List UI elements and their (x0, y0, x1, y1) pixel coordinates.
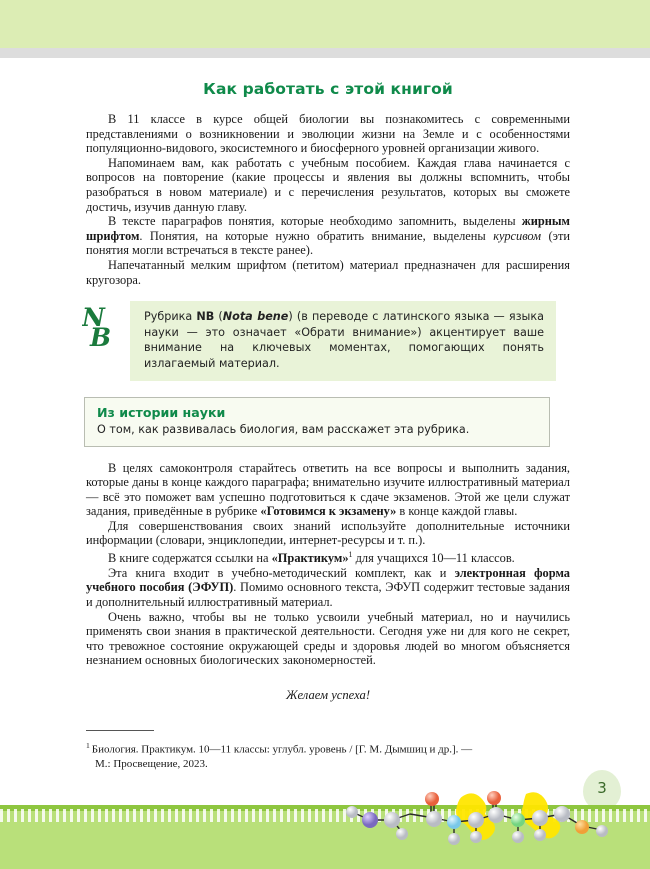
typography-text-b: . Понятия, на которые нужно обратить внимание, выделены (139, 228, 494, 243)
efup-text-a: Эта книга входит в учебно-методический комплект, как и (108, 565, 455, 580)
paragraph-petit (86, 258, 570, 287)
top-decorative-band (0, 0, 650, 48)
typography-text-c: (эти понятия могли встречаться в тексте ранее). (86, 228, 570, 258)
nb-text-a: Рубрика (144, 310, 197, 324)
page-content (82, 80, 570, 716)
closing-wish: Желаем успеха! (285, 687, 371, 702)
paragraph-sources (86, 519, 570, 548)
paragraph-sources-text: Для совершенствования своих знаний используйте дополнительные источники информации (словари, энциклопедии, интернет-ресурсы и т. п.). (86, 518, 570, 548)
paragraph-intro (86, 112, 570, 156)
paragraph-importance-text: Очень важно, чтобы вы не только усвоили учебный материал, но и научились применять свои знания в практической деятельности. Сегодня уже ни для кого не секрет, что тревожное состояние окружающей среды и здоровья людей во многом объясняется незнанием основных биологических закономерностей. (86, 609, 570, 668)
page-title: Как работать с этой книгой (203, 80, 453, 98)
nb-rubric-box (130, 301, 556, 380)
nb-text-b: ( (214, 310, 223, 324)
exam-rubric-name: «Готовимся к экзамену» (260, 504, 397, 519)
page-body (0, 58, 650, 805)
typography-bold-term: жирным шрифтом (86, 214, 570, 243)
nb-latin-phrase: Nota bene (222, 310, 289, 324)
practicum-text-a: В книге содержатся ссылки на (108, 551, 272, 566)
svg-text:B: B (90, 323, 112, 353)
svg-text:N: N (82, 303, 105, 333)
footnote-block (86, 730, 556, 772)
footnote-content (86, 739, 556, 772)
footnote-number: 1 (86, 741, 90, 750)
history-rubric-title: Из истории науки (97, 404, 226, 420)
paragraph-practicum (86, 548, 570, 566)
typography-italic-term: курсивом (493, 228, 542, 243)
history-rubric-text: О том, как развивалась биология, вам расскажет эта рубрика. (97, 422, 470, 436)
efup-term: электронная форма учебного пособия (ЭФУП) (86, 565, 570, 595)
paragraph-typography (86, 214, 570, 258)
paragraph-how-to-work-text: Напоминаем вам, как работать с учебным пособием. Каждая глава начинается с вопросов на повторение (какие процессы и явления вы должны вспомнить, чтобы разобраться в новом материале) и с перечисления результатов, которых вы сможете достичь, изучив данную главу. (86, 155, 570, 214)
practicum-title: «Практикум» (271, 551, 349, 566)
paragraph-petit-text: Напечатанный мелким шрифтом (петитом) материал предназначен для расширения кругозора. (86, 257, 570, 287)
paragraph-how-to-work (86, 156, 570, 214)
nb-abbrev: NB (196, 310, 215, 324)
footnote-divider (86, 730, 154, 731)
footnote-line-2: М.: Просвещение, 2023. (95, 758, 208, 771)
efup-text-b: . Помимо основного текста, ЭФУП содержит тестовые задания и дополнительный иллюстративный материал. (86, 580, 570, 609)
nb-text-c: ) (в переводе с латинского языка — языка науки — это означает «Обрати внимание») акцентирует ваше внимание на ключевых моментах, помогающих понять излагаемый материал. (144, 310, 544, 370)
footnote-line-1: Биология. Практикум. 10—11 классы: углубл. уровень / [Г. М. Дымшиц и др.]. — (91, 743, 473, 756)
nb-rubric (82, 301, 570, 380)
selfcontrol-text-b: в конце каждой главы. (396, 504, 518, 519)
typography-text-a: В тексте параграфов понятия, которые необходимо запомнить, выделены (108, 214, 522, 229)
top-gray-divider (0, 48, 650, 58)
nota-bene-icon (82, 303, 128, 353)
peptide-molecule-decoration (330, 790, 650, 850)
practicum-text-b: для учащихся 10—11 классов. (352, 551, 515, 566)
paragraph-importance (86, 610, 570, 668)
page-number-value: 3 (597, 779, 607, 797)
paragraph-selfcontrol (86, 461, 570, 519)
nb-rubric-text (144, 309, 544, 371)
paragraph-efup (86, 566, 570, 610)
footnote-reference-marker: 1 (348, 550, 353, 560)
paragraph-intro-text: В 11 классе в курсе общей биологии вы познакомитесь с современными представлениями о возникновении и эволюции жизни на Земле и с особенностями популяционно-видового, экосистемного и биосферного уровней организации живого. (86, 112, 570, 156)
history-of-science-rubric (84, 397, 550, 447)
selfcontrol-text-a: В целях самоконтроля старайтесь ответить на все вопросы и выполнить задания, которые даны в конце каждого параграфа; внимательно изучите иллюстративный материал — всё это поможет вам успешно подготовиться к сдаче экзаменов. Этой же цели служат задания, приведённые в рубрике (86, 460, 570, 519)
